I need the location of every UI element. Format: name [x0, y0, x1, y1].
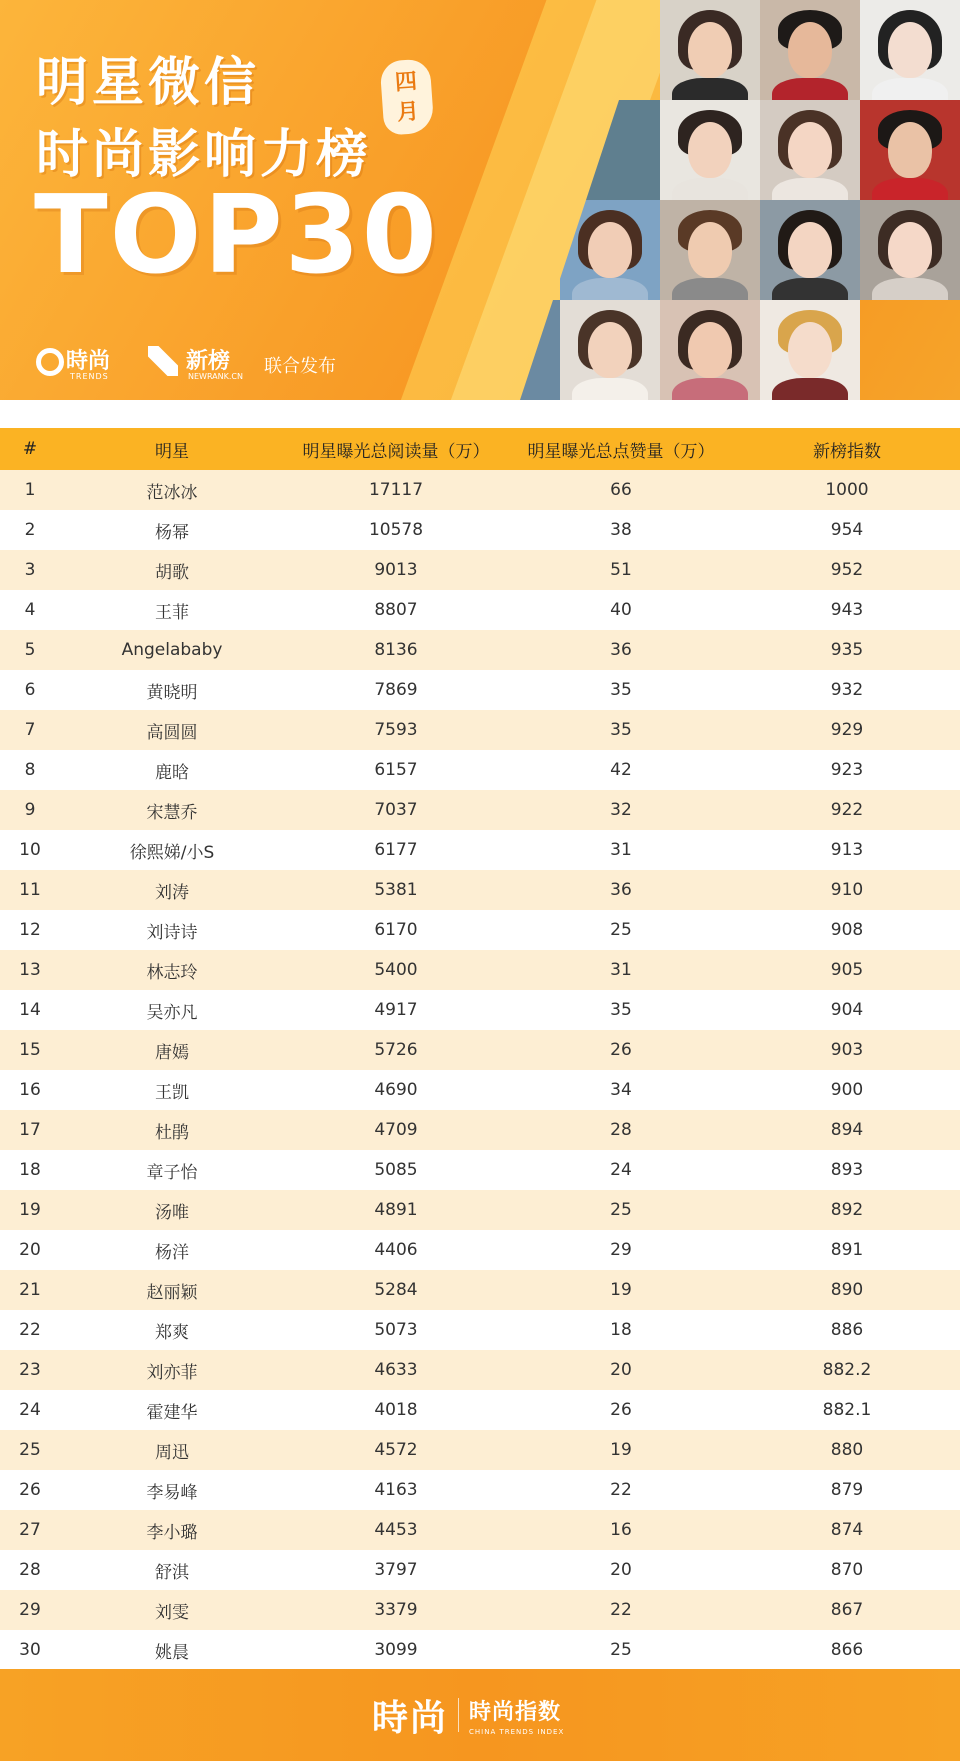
table-row [0, 590, 960, 630]
cell-total-likes: 19 [610, 1280, 632, 1300]
table-row [0, 1350, 960, 1390]
cell-total-likes: 19 [610, 1440, 632, 1460]
shishang-logo-name: 時尚 [66, 349, 111, 374]
table-row [0, 1550, 960, 1590]
cell-total-reads: 7593 [374, 720, 418, 740]
cell-rank: 12 [19, 920, 41, 940]
cell-newrank-index: 886 [830, 1320, 864, 1340]
cell-newrank-index: 952 [830, 560, 864, 580]
cell-newrank-index: 866 [830, 1640, 864, 1660]
cell-star-name: 郑爽 [155, 1322, 189, 1343]
cell-total-reads: 3379 [374, 1600, 418, 1620]
cell-star-name: 李小璐 [146, 1522, 198, 1543]
cell-total-reads: 7037 [374, 800, 418, 820]
cell-total-likes: 35 [610, 680, 632, 700]
cell-star-name: 鹿晗 [155, 762, 189, 783]
cell-total-reads: 4709 [374, 1120, 418, 1140]
table-row [0, 1430, 960, 1470]
celebrity-photo [860, 200, 960, 300]
cell-newrank-index: 900 [830, 1080, 864, 1100]
cell-rank: 7 [24, 720, 36, 740]
table-row [0, 990, 960, 1030]
cell-rank: 6 [24, 680, 36, 700]
cell-newrank-index: 954 [830, 520, 864, 540]
table-row [0, 1270, 960, 1310]
cell-total-likes: 31 [610, 960, 632, 980]
cell-star-name: 徐熙娣/小S [129, 842, 215, 863]
cell-total-likes: 35 [610, 720, 632, 740]
cell-total-reads: 6170 [374, 920, 418, 940]
cell-star-name: 王菲 [155, 602, 189, 623]
cell-rank: 2 [24, 520, 36, 540]
table-row [0, 630, 960, 670]
cell-total-likes: 26 [610, 1400, 632, 1420]
column-header-star: 明星 [155, 441, 189, 462]
table-row [0, 750, 960, 790]
footer-bar [0, 1669, 960, 1761]
cell-total-likes: 66 [610, 480, 632, 500]
cell-total-likes: 25 [610, 920, 632, 940]
cell-rank: 11 [19, 880, 41, 900]
cell-rank: 8 [24, 760, 36, 780]
cell-total-reads: 4572 [374, 1440, 418, 1460]
cell-newrank-index: 923 [830, 760, 864, 780]
cell-star-name: 刘亦菲 [146, 1362, 198, 1383]
cell-total-reads: 10578 [368, 520, 424, 540]
cell-rank: 16 [19, 1080, 41, 1100]
table-row [0, 1070, 960, 1110]
cell-rank: 22 [19, 1320, 41, 1340]
celebrity-photo [760, 200, 860, 300]
cell-newrank-index: 922 [830, 800, 864, 820]
cell-newrank-index: 891 [830, 1240, 864, 1260]
cell-newrank-index: 879 [830, 1480, 864, 1500]
table-row [0, 1310, 960, 1350]
cell-total-likes: 51 [610, 560, 632, 580]
cell-star-name: 章子怡 [146, 1162, 198, 1183]
table-header-row [0, 428, 960, 470]
cell-star-name: 黄晓明 [146, 682, 198, 703]
cell-newrank-index: 913 [830, 840, 864, 860]
cell-total-reads: 17117 [368, 480, 424, 500]
cell-total-likes: 42 [610, 760, 632, 780]
footer-index-sub: CHINA TRENDS INDEX [469, 1727, 565, 1736]
cell-total-reads: 5284 [374, 1280, 418, 1300]
celebrity-photo [660, 0, 760, 100]
table-row [0, 1190, 960, 1230]
month-tag-char: 四 [394, 69, 418, 96]
cell-total-likes: 25 [610, 1200, 632, 1220]
cell-total-reads: 6157 [374, 760, 418, 780]
cell-total-reads: 6177 [374, 840, 418, 860]
cell-rank: 4 [24, 600, 36, 620]
cell-total-likes: 31 [610, 840, 632, 860]
table-row [0, 1030, 960, 1070]
cell-rank: 18 [19, 1160, 41, 1180]
cell-rank: 29 [19, 1600, 41, 1620]
table-row [0, 1510, 960, 1550]
cell-total-likes: 32 [610, 800, 632, 820]
cell-star-name: 汤唯 [155, 1202, 189, 1223]
xinbang-logo-icon [148, 346, 178, 376]
cell-total-reads: 8136 [374, 640, 418, 660]
xinbang-logo-sub: NEWRANK.CN [188, 372, 243, 381]
cell-newrank-index: 880 [830, 1440, 864, 1460]
column-header-rank: # [22, 439, 38, 459]
cell-newrank-index: 943 [830, 600, 864, 620]
celebrity-photo [760, 0, 860, 100]
cell-newrank-index: 929 [830, 720, 864, 740]
cell-total-likes: 18 [610, 1320, 632, 1340]
cell-total-reads: 4917 [374, 1000, 418, 1020]
cell-newrank-index: 903 [830, 1040, 864, 1060]
table-row [0, 1150, 960, 1190]
column-header-reads: 明星曝光总阅读量（万） [302, 441, 490, 462]
cell-total-likes: 25 [610, 1640, 632, 1660]
xinbang-logo [148, 344, 258, 384]
cell-star-name: 吴亦凡 [146, 1002, 198, 1023]
cell-star-name: 李易峰 [146, 1482, 198, 1503]
cell-total-likes: 26 [610, 1040, 632, 1060]
table-row [0, 470, 960, 510]
banner-headline: TOP30 [34, 173, 439, 298]
table-row [0, 870, 960, 910]
cell-total-likes: 16 [610, 1520, 632, 1540]
cell-newrank-index: 867 [830, 1600, 864, 1620]
cell-total-reads: 5073 [374, 1320, 418, 1340]
table-row [0, 510, 960, 550]
table-row [0, 710, 960, 750]
cell-star-name: 杨幂 [155, 522, 189, 543]
cell-newrank-index: 874 [830, 1520, 864, 1540]
cell-total-reads: 5726 [374, 1040, 418, 1060]
cell-rank: 21 [19, 1280, 41, 1300]
cell-total-likes: 34 [610, 1080, 632, 1100]
table-row [0, 1230, 960, 1270]
footer-brand: 時尚 [372, 1697, 449, 1739]
cell-total-likes: 36 [610, 880, 632, 900]
celebrity-photo [860, 100, 960, 200]
cell-total-reads: 8807 [374, 600, 418, 620]
cell-newrank-index: 882.1 [822, 1400, 872, 1420]
table-row [0, 1470, 960, 1510]
cell-newrank-index: 905 [830, 960, 864, 980]
table-row [0, 1110, 960, 1150]
cell-total-likes: 28 [610, 1120, 632, 1140]
table-row [0, 790, 960, 830]
cell-star-name: Angelababy [121, 640, 223, 660]
column-header-likes: 明星曝光总点赞量（万） [527, 441, 715, 462]
cell-star-name: 杨洋 [155, 1242, 189, 1263]
table-body [0, 470, 960, 1670]
cell-star-name: 杜鹃 [155, 1122, 189, 1143]
cell-total-reads: 4453 [374, 1520, 418, 1540]
cell-rank: 20 [19, 1240, 41, 1260]
cell-newrank-index: 1000 [825, 480, 869, 500]
footer-index-name: 時尚指数 [469, 1699, 562, 1725]
shishang-logo-icon [36, 348, 64, 376]
cell-newrank-index: 932 [830, 680, 864, 700]
cell-rank: 30 [19, 1640, 41, 1660]
cell-star-name: 霍建华 [146, 1402, 198, 1423]
cell-rank: 5 [24, 640, 36, 660]
cell-star-name: 刘雯 [155, 1602, 189, 1623]
cell-rank: 23 [19, 1360, 41, 1380]
cell-newrank-index: 882.2 [822, 1360, 872, 1380]
cell-newrank-index: 908 [830, 920, 864, 940]
cell-rank: 13 [19, 960, 41, 980]
cell-star-name: 王凯 [155, 1082, 189, 1103]
ranking-table [0, 428, 960, 1670]
cell-star-name: 周迅 [155, 1442, 189, 1463]
cell-total-likes: 24 [610, 1160, 632, 1180]
cell-rank: 3 [24, 560, 36, 580]
cell-total-likes: 29 [610, 1240, 632, 1260]
cell-total-reads: 4891 [374, 1200, 418, 1220]
cell-total-reads: 5400 [374, 960, 418, 980]
celebrity-photo [660, 100, 760, 200]
cell-total-likes: 35 [610, 1000, 632, 1020]
shishang-logo [36, 344, 136, 384]
cell-star-name: 赵丽颖 [146, 1282, 198, 1303]
logo-bar [36, 344, 456, 384]
cell-newrank-index: 870 [830, 1560, 864, 1580]
cell-rank: 1 [24, 480, 36, 500]
cell-total-reads: 3099 [374, 1640, 418, 1660]
joint-release-label: 联合发布 [264, 356, 336, 377]
cell-rank: 27 [19, 1520, 41, 1540]
cell-total-reads: 4690 [374, 1080, 418, 1100]
cell-star-name: 林志玲 [146, 962, 198, 983]
cell-total-reads: 9013 [374, 560, 418, 580]
header-banner [0, 0, 960, 400]
month-tag-char: 月 [396, 99, 420, 126]
table-row [0, 830, 960, 870]
cell-total-reads: 7869 [374, 680, 418, 700]
banner-title-line1: 明星微信 [36, 53, 261, 113]
table-row [0, 1390, 960, 1430]
cell-total-likes: 22 [610, 1600, 632, 1620]
table-row [0, 1630, 960, 1670]
cell-total-reads: 3797 [374, 1560, 418, 1580]
cell-rank: 25 [19, 1440, 41, 1460]
cell-total-reads: 4163 [374, 1480, 418, 1500]
cell-newrank-index: 890 [830, 1280, 864, 1300]
cell-star-name: 姚晨 [155, 1642, 189, 1663]
cell-total-likes: 36 [610, 640, 632, 660]
cell-star-name: 范冰冰 [146, 482, 198, 503]
cell-newrank-index: 904 [830, 1000, 864, 1020]
cell-rank: 28 [19, 1560, 41, 1580]
cell-rank: 10 [19, 840, 41, 860]
shishang-logo-sub: TRENDS [70, 372, 109, 381]
footer-logo [372, 1691, 612, 1739]
cell-star-name: 宋慧乔 [146, 802, 198, 823]
footer-index-logo [469, 1695, 564, 1736]
cell-rank: 17 [19, 1120, 41, 1140]
celebrity-photo [660, 200, 760, 300]
cell-total-likes: 38 [610, 520, 632, 540]
cell-newrank-index: 893 [830, 1160, 864, 1180]
cell-star-name: 舒淇 [155, 1562, 189, 1583]
cell-star-name: 高圆圆 [146, 722, 198, 743]
column-header-index: 新榜指数 [813, 441, 881, 462]
cell-total-reads: 4406 [374, 1240, 418, 1260]
cell-newrank-index: 935 [830, 640, 864, 660]
cell-rank: 9 [24, 800, 36, 820]
celebrity-photo [860, 0, 960, 100]
cell-star-name: 胡歌 [155, 562, 189, 583]
celebrity-photo [760, 300, 860, 400]
cell-rank: 15 [19, 1040, 41, 1060]
cell-total-likes: 20 [610, 1560, 632, 1580]
cell-rank: 14 [19, 1000, 41, 1020]
cell-total-reads: 5085 [374, 1160, 418, 1180]
cell-rank: 24 [19, 1400, 41, 1420]
cell-star-name: 刘诗诗 [146, 922, 198, 943]
footer-divider [458, 1698, 459, 1732]
cell-newrank-index: 894 [830, 1120, 864, 1140]
cell-rank: 26 [19, 1480, 41, 1500]
table-row [0, 670, 960, 710]
table-row [0, 950, 960, 990]
cell-total-likes: 20 [610, 1360, 632, 1380]
celebrity-photo [660, 300, 760, 400]
table-row [0, 910, 960, 950]
xinbang-logo-name: 新榜 [186, 349, 231, 374]
cell-star-name: 唐嫣 [155, 1042, 189, 1063]
celebrity-photo [560, 300, 660, 400]
cell-newrank-index: 892 [830, 1200, 864, 1220]
cell-total-reads: 4633 [374, 1360, 418, 1380]
cell-rank: 19 [19, 1200, 41, 1220]
table-row [0, 1590, 960, 1630]
cell-total-likes: 22 [610, 1480, 632, 1500]
cell-total-reads: 4018 [374, 1400, 418, 1420]
cell-newrank-index: 910 [830, 880, 864, 900]
cell-star-name: 刘涛 [155, 882, 189, 903]
banner-title-line2: 时尚影响力榜 [36, 125, 373, 185]
table-row [0, 550, 960, 590]
cell-total-reads: 5381 [374, 880, 418, 900]
month-tag [379, 58, 434, 135]
cell-total-likes: 40 [610, 600, 632, 620]
celebrity-photo [760, 100, 860, 200]
